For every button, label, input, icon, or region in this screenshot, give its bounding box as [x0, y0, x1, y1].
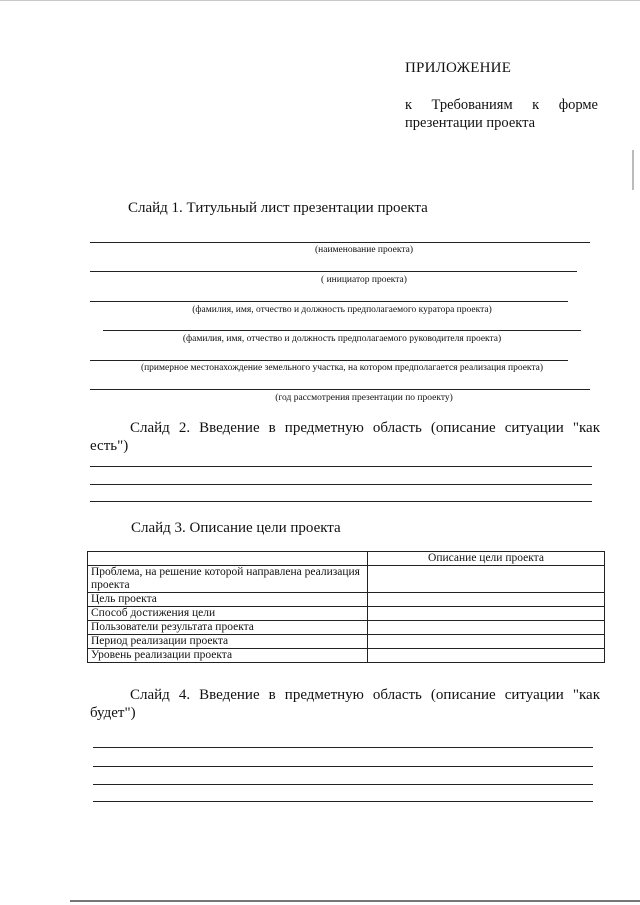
slide4-line: [93, 766, 593, 767]
appendix-reference-line2: презентации проекта: [405, 115, 536, 131]
slide4-line: [93, 801, 593, 802]
slide3-heading: Слайд 3. Описание цели проекта: [131, 520, 341, 536]
scan-bottom-edge: [70, 900, 640, 902]
slide4-heading: Слайд 4. Введение в предметную область (описание ситуации "как: [130, 687, 600, 703]
slide2-line: [90, 466, 592, 467]
curator-line: [90, 301, 568, 302]
row-label-method: Способ достижения цели: [88, 607, 368, 621]
table-header-goal-description: Описание цели проекта: [368, 552, 605, 566]
table-row: [88, 635, 605, 649]
appendix-title: ПРИЛОЖЕНИЕ: [405, 60, 512, 76]
curator-caption: (фамилия, имя, отчество и должность предполагаемого куратора проекта): [192, 305, 492, 315]
scan-top-edge: [0, 0, 640, 1]
location-line: [90, 360, 568, 361]
initiator-caption: ( инициатор проекта): [321, 275, 407, 285]
table-row: [88, 607, 605, 621]
table-row: [88, 593, 605, 607]
project-goal-table: [87, 551, 605, 663]
manager-caption: (фамилия, имя, отчество и должность предполагаемого руководителя проекта): [182, 334, 502, 344]
project-name-line: [90, 242, 590, 243]
table-row: [88, 566, 605, 593]
initiator-line: [90, 271, 577, 272]
row-value-cell: [368, 635, 605, 649]
row-value-cell: [368, 649, 605, 663]
row-label-period: Период реализации проекта: [88, 635, 368, 649]
row-label-users: Пользователи результата проекта: [88, 621, 368, 635]
slide4-line: [93, 747, 593, 748]
slide2-heading-cont: есть"): [90, 438, 129, 454]
row-label-problem: Проблема, на решение которой направлена реализация проекта: [88, 566, 368, 593]
table-row: [88, 621, 605, 635]
slide4-heading-cont: будет"): [90, 705, 136, 721]
manager-line: [103, 330, 581, 331]
table-header-row: [88, 552, 605, 566]
row-label-goal: Цель проекта: [88, 593, 368, 607]
project-name-caption: (наименование проекта): [314, 245, 413, 255]
table-header-empty: [88, 552, 368, 566]
table-row: [88, 649, 605, 663]
location-caption: (примерное местонахождение земельного участка, на котором предполагается реализация проекта): [140, 363, 544, 373]
year-line: [90, 389, 590, 390]
slide1-heading: Слайд 1. Титульный лист презентации проекта: [128, 200, 428, 216]
slide2-heading: Слайд 2. Введение в предметную область (описание ситуации "как: [130, 420, 600, 436]
slide4-line: [93, 784, 593, 785]
slide2-line: [90, 501, 592, 502]
scan-edge-mark: [632, 150, 634, 190]
slide2-line: [90, 484, 592, 485]
row-value-cell: [368, 593, 605, 607]
year-caption: (год рассмотрения презентации по проекту): [275, 393, 453, 403]
row-value-cell: [368, 607, 605, 621]
appendix-reference-line1: к Требованиям к форме: [405, 97, 598, 113]
row-label-level: Уровень реализации проекта: [88, 649, 368, 663]
row-value-cell: [368, 566, 605, 593]
row-value-cell: [368, 621, 605, 635]
